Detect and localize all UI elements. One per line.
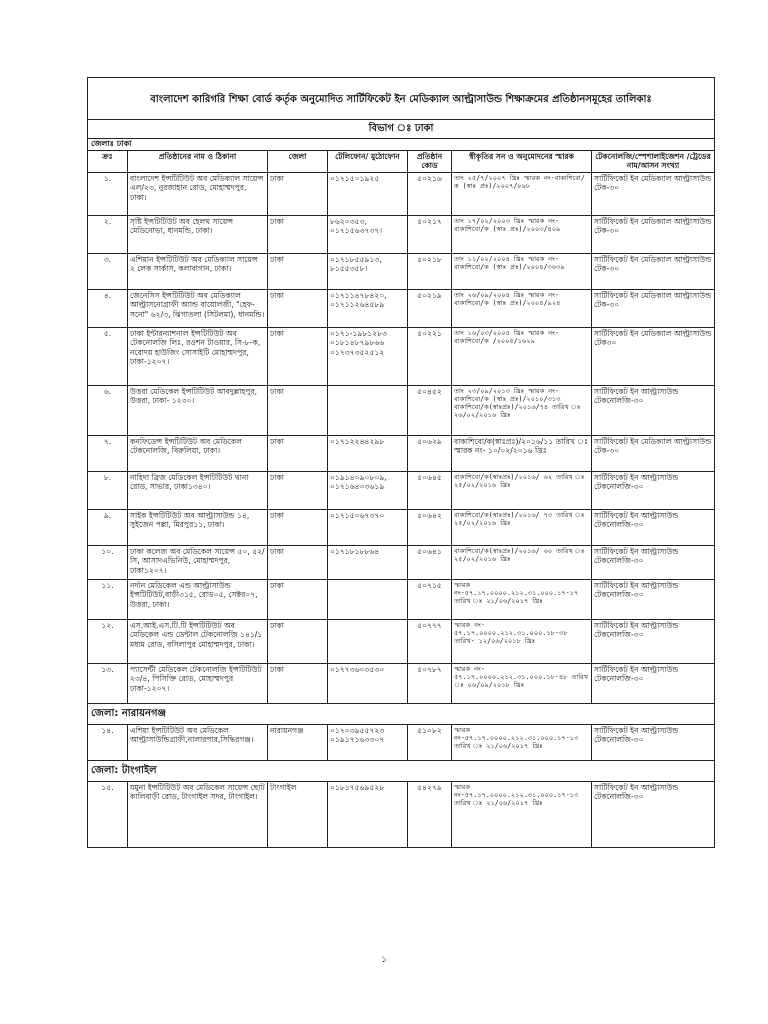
row-serial: ৭. (88, 435, 128, 471)
row-serial: ১৩. (88, 663, 128, 703)
row-district: টাংগাইল (268, 781, 328, 847)
row-name: যমুনা ইন্সটিটিউট অব মেডিকেল সায়েন্স ছোট কালিবাড়ী রোড, টাংগাইল সদর, টাংগাইল। (128, 781, 268, 847)
row-approval: স্মারক নং-৫৭.১৭.০০০০.২১২.৩১.০০০.১৭-১৩ তারিখ ঃ ২১/০৬/২০১৭ খ্রিঃ (452, 781, 592, 847)
institutes-table (87, 77, 715, 848)
header-technology: টেকনোলজি/স্পেশালাইজেশন /ট্রেডের নাম/আসন সংখ্যা (592, 151, 715, 173)
table-row (88, 172, 715, 215)
table-row (88, 471, 715, 509)
row-technology: সার্টিফিকেট ইন মেডিক্যাল আল্ট্রাসাউন্ড টেক৩০ (592, 327, 715, 385)
row-name: এশিয়ান ইন্সটিটিউট অব মেডিক্যাল সায়েন্স ২ লেক সার্কাস, কলাবাগান, ঢাকা। (128, 253, 268, 289)
row-phone: ০১৭০৩৯৫৫৭২৩ ০১৯১৭১৬৩৩০৭ (328, 724, 408, 760)
row-approval: তাং ২৬/০৯/২০০৪ খ্রিঃ স্মারক নং-বাকাশিবো/ক (স্বাঃ প্রঃ)/২০০৪/৯২৪ (452, 289, 592, 327)
row-code: ৫০৭১৫ (408, 579, 452, 619)
row-phone (328, 579, 408, 619)
row-phone: ০১৭১১৪৭৮৪২০, ০১৭১১২৬৪৫৮৯ (328, 289, 408, 327)
row-code: ৫০২২১ (408, 327, 452, 385)
row-code: ৫০২১৮ (408, 253, 452, 289)
table-row (88, 327, 715, 385)
district-heading-dhaka: জেলাঃ ঢাকা (88, 139, 715, 151)
row-approval: স্মারক নং-৫৭.১৭.০০০০.২১২.৩১.০০০.১৭-১৭ তারিখ ঃ ২১/০৬/২০১৭ খ্রিঃ (452, 579, 592, 619)
header-name: প্রতিষ্ঠানের নাম ও ঠিকানা (128, 151, 268, 173)
row-name: বাংলাদেশ ইন্সটিটিউট অব মেডিক্যাল সায়েন্স এল/২৩, নুরজাহান রোড, মোহাম্মদপুর, ঢাকা। (128, 172, 268, 215)
row-district: ঢাকা (268, 663, 328, 703)
row-name: কনফিডেন্স ইন্সটিটিউট অব মেডিকেল টেকনোলজি, বিরুলিয়া, ঢাকা। (128, 435, 268, 471)
row-code: ৫০৭৮৭ (408, 663, 452, 703)
row-phone: ০১৭১৫০৬৭৩৭০ (328, 509, 408, 545)
page-number: ১ (381, 955, 387, 965)
row-code: ৫১০৮২ (408, 724, 452, 760)
section-row (88, 760, 715, 781)
table-header-row (88, 151, 715, 173)
row-serial: ৬. (88, 385, 128, 435)
row-phone: ০১৯১৪০৯০৮০৯, ০১৭১৬৪০৩৬১৯ (328, 471, 408, 509)
table-row (88, 215, 715, 253)
row-serial: ৩. (88, 253, 128, 289)
row-district: ঢাকা (268, 215, 328, 253)
row-district: ঢাকা (268, 385, 328, 435)
row-name: সৃষ্টি ইন্সটিটিউট অব হেলথ সায়েন্স মেডিনোভা, ধানমন্ডি, ঢাকা। (128, 215, 268, 253)
table-row (88, 781, 715, 847)
header-district: জেলা (268, 151, 328, 173)
row-approval: তাং ২৩/০৯/২০১৩ খ্রিঃ স্মারক নং-বাকাশিবো/ক (স্বাঃ প্রঃ)/২০১০/৩১৩ বাকাশিবো/ক(স্বাঃপ্রঃ)/২০১৬/৭৪ তারিখ ঃ ২৬/০২/২০১৬ খ্রিঃ (452, 385, 592, 435)
row-approval: স্মারক নং-৫৭.১৭.০০০০.২১২.৩১.০০০.১৭-১৩ তারিখ ঃ ২১/০৬/২০১৭ খ্রিঃ (452, 724, 592, 760)
row-code: ৫০৪৫২ (408, 385, 452, 435)
row-technology: সার্টিফিকেট ইন আল্ট্রাসাউন্ড টেকনোলজি-৩০ (592, 724, 715, 760)
table-row (88, 724, 715, 760)
document-title: বাংলাদেশ কারিগরি শিক্ষা বোর্ড কর্তৃক অনুমোদিত সার্টিফিকেট ইন মেডিক্যাল আল্ট্রাসাউন্ড শিক্ষাক্রমের প্রতিষ্ঠানসমূহের তালিকাঃ (88, 78, 715, 120)
row-code: ৫০২১৬ (408, 172, 452, 215)
row-phone: ০১৮১৭৫৬৯৫২৮ (328, 781, 408, 847)
row-name: প্যাসেন্টী মেডিকেল টেকনোলজি ইন্সটিটিউট ২৩/৪, পিসিক্তি রোড, মোহাম্মদপুর ঢাকা-১২০৭। (128, 663, 268, 703)
row-district: ঢাকা (268, 253, 328, 289)
table-row (88, 509, 715, 545)
section-row (88, 703, 715, 724)
table-row (88, 663, 715, 703)
row-approval: তাং ২৫/৭/২০০৭ খ্রিঃ স্মারক নং-বাকাশিবো/ক (স্বাঃ প্রঃ)/২০০৭/৮৯৮ (452, 172, 592, 215)
row-serial: ১২. (88, 619, 128, 663)
row-code: ৫০৬৪৫ (408, 471, 452, 509)
row-technology: সার্টিফিকেট ইন মেডিক্যাল আল্ট্রাসাউন্ড টেক-৩০ (592, 215, 715, 253)
row-name: এশিয়া ইন্সটিটিউট অব মেডিকেল আল্ট্রাসাউন্ডিগ্রাফী,নালারপার,সিদ্ধিরগঞ্জ। (128, 724, 268, 760)
row-name: উত্তরা মেডিকেল ইন্সটিটিউট আবদুল্লাহপুর, উত্তরা, ঢাকা- ১২৩০। (128, 385, 268, 435)
row-district: ঢাকা (268, 579, 328, 619)
row-name: ঢাকা ইন্টারন্যাশনাল ইন্সটিটিউট অব টেকনোলজি লিঃ, রওশন টাওয়ার, সি-৮-ক, নবোদয় হাউজিং সোসাইটি মোহাম্মদপুর, ঢাকা-১২০৭। (128, 327, 268, 385)
row-name: নাহিদা ব্রিজ মেডিকেল ইন্সটিটিউট থানা রোড, সাভার, ঢাকা১৩৪০। (128, 471, 268, 509)
row-approval: বাকাশিবো/ক(স্বাঃপ্রঃ)/২০১৬/ ৬০ তারিখ ঃ ২৫/০২/২০১৬ খ্রিঃ (452, 545, 592, 579)
row-code: ৫৪২৭৯ (408, 781, 452, 847)
row-technology: সার্টিফিকেট ইন মেডিক্যাল আল্ট্রাসাউন্ড টেক-৩০ (592, 172, 715, 215)
row-district: ঢাকা (268, 545, 328, 579)
district-heading-tangail: জেলা: টাংগাইল (88, 760, 715, 781)
header-phone: টেলিফোন/ মুঠোফোন (328, 151, 408, 173)
row-phone: ০১৭৭৩৬০৩৫৩০ (328, 663, 408, 703)
row-name: সাইক ইন্সটিটিউট অব আল্ট্রাসাউন্ড ১৪, সুইজেন পল্লা, মিরপুর১১, ঢাকা। (128, 509, 268, 545)
table-row (88, 619, 715, 663)
row-technology: সার্টিফিকেট ইন আল্ট্রাসাউন্ড টেকনোলজি-৩০ (592, 619, 715, 663)
table-row (88, 253, 715, 289)
row-serial: ১৫. (88, 781, 128, 847)
row-code: ৫০৭৭৭ (408, 619, 452, 663)
row-technology: সার্টিফিকেট ইন মেডিক্যাল আল্ট্রাসাউন্ড টেক-৩০ (592, 289, 715, 327)
row-phone: ০১৭১২২৪৪২৯৮ (328, 435, 408, 471)
row-phone: ০১৭১-১৯৮১২৮৩ ০১৮১৪৮৭৯৮৬৬ ০১৭৩৭৩৫২৫১২ (328, 327, 408, 385)
row-serial: ১. (88, 172, 128, 215)
row-approval: তাং ১৬/০৩/২০০৫ খ্রিঃ স্মারক নং-বাকাশিবো/ক /২০০৫/১৬২৯ (452, 327, 592, 385)
row-phone: ৮৬২০৩৫৩, ০১৭১৫৬৩৭৩৭। (328, 215, 408, 253)
row-name: নর্দান মেডিকেল এন্ড আল্ট্রাসাউন্ড ইন্সটিটিউট,বাড়ী৩১৫, রোড০৫, সেক্টর০৭, উত্তরা, ঢাকা। (128, 579, 268, 619)
row-technology: সার্টিফিকেট ইন আল্ট্রাসাউন্ড টেকনোলজি-৩০ (592, 545, 715, 579)
row-technology: সার্টিফিকেট ইন আল্ট্রাসাউন্ড টেকনোলজি-৩০ (592, 385, 715, 435)
row-approval: তাং ১৭/০২/২০০৩ খ্রিঃ স্মারক নং-বাকাশিবো/ক (স্বাঃ প্রঃ)/২০০৩/৪০৯ (452, 215, 592, 253)
row-technology: সার্টিফিকেট ইন মেডিক্যাল আল্ট্রাসাউন্ড টেক-৩০ (592, 435, 715, 471)
row-approval: বাকাশিবো/ক(স্বাঃপ্রঃ)/২০১৬/১১ তারিখ ঃ স্মারক নং- ১০/০২/২০১৬ খ্রিঃ (452, 435, 592, 471)
district-heading-narayanganj: জেলা: নারায়নগঞ্জ (88, 703, 715, 724)
row-serial: ১১. (88, 579, 128, 619)
row-serial: ১৪. (88, 724, 128, 760)
row-serial: ৮. (88, 471, 128, 509)
row-approval: বাকাশিবো/ক(স্বাঃপ্রঃ)/২০১৬/ ৭৩ তারিখ ঃ ২৫/০২/২০১৬ খ্রিঃ (452, 509, 592, 545)
row-phone: ০১৭১৫০১৯২৫ (328, 172, 408, 215)
table-row (88, 385, 715, 435)
table-row (88, 545, 715, 579)
row-technology: সার্টিফিকেট ইন মেডিক্যাল আল্ট্রাসাউন্ড টেক-৩০ (592, 253, 715, 289)
row-approval: স্মারক নং- ৫৭.১৭.০০০০.২১২.৩১.০০০.১৮-৩৮ তারিখ- ১২/০৬/২০১৮ খ্রিঃ (452, 619, 592, 663)
header-code: প্রতিষ্ঠান কোড (408, 151, 452, 173)
table-row (88, 579, 715, 619)
row-code: ৫০২১৯ (408, 289, 452, 327)
row-code: ৫০২১৭ (408, 215, 452, 253)
row-name: এস.আই.এস.টি.টি ইন্সটিটিউট অব মেডিকেল এন্ড ডেন্টাল টেকনোলজি ১৪১/১ মধ্যম রোড, বসিলাপুর মোহাম্মদপুর, ঢাকা। (128, 619, 268, 663)
row-approval: বাকাশিবো/ক(স্বাঃপ্রঃ)/২০১৬/ ৬২ তারিখ ঃ ২৫/০২/২০১৬ খ্রিঃ (452, 471, 592, 509)
row-district: ঢাকা (268, 172, 328, 215)
row-serial: ৫. (88, 327, 128, 385)
row-serial: ১০. (88, 545, 128, 579)
row-phone: ০১৭১৮১৮৮৬৪ (328, 545, 408, 579)
row-code: ৫০৬২৯ (408, 435, 452, 471)
row-name: ঢাকা কলেজ অব মেডিকেল সায়েন্স ৫০, ৫২/সি, আসাদএভিনিউ, মোহাম্মদপুর, ঢাকা১২০৭। (128, 545, 268, 579)
document-sheet (87, 77, 714, 848)
row-technology: সার্টিফিকেট ইন আল্ট্রাসাউন্ড টেকনোলজি-৩০ (592, 509, 715, 545)
row-phone (328, 619, 408, 663)
row-district: ঢাকা (268, 471, 328, 509)
table-row (88, 435, 715, 471)
header-serial: ক্রঃ (88, 151, 128, 173)
row-technology: সার্টিফিকেট ইন আল্ট্রাসাউন্ড টেকনোলজি-৩০ (592, 781, 715, 847)
header-approval: স্বীকৃতির সন ও অনুমোদনের স্মারক (452, 151, 592, 173)
row-technology: সার্টিফিকেট ইন আল্ট্রাসাউন্ড টেকনোলজি-৩০ (592, 663, 715, 703)
row-approval: স্মারক নং- ৫৭.১৭.০০০০.২১২.৩১.০০০.১৮-৪৮ তারিখ ঃ ০৬/০৯/২০১৮ খ্রিঃ (452, 663, 592, 703)
row-serial: ২. (88, 215, 128, 253)
row-serial: ৯. (88, 509, 128, 545)
row-district: ঢাকা (268, 289, 328, 327)
row-phone: ০১৭১৮৫৫৯১৩, ৮১৫৫৩৫৮। (328, 253, 408, 289)
row-name: জেনেসিস ইন্সটিটিউট অব মেডিক্যাল আল্ট্রাসনোগ্রাফী অ্যান্ড বায়োলজী, "হেফ-সনো" ৬২/৩, ঝিগাতলা (সিটলমা), ধানমন্ডি। (128, 289, 268, 327)
row-serial: ৪. (88, 289, 128, 327)
row-district: ঢাকা (268, 435, 328, 471)
row-district: ঢাকা (268, 619, 328, 663)
row-technology: সার্টিফিকেট ইন আল্ট্রাসাউন্ড টেকনোলজি-৩০ (592, 471, 715, 509)
row-code: ৫০৬৪১ (408, 545, 452, 579)
row-phone (328, 385, 408, 435)
table-row (88, 289, 715, 327)
row-approval: তাং ১১/০২/২০০৪ খ্রিঃ স্মারক নং-বাকাশিবো/ক (স্বাঃ প্রঃ)/২০০৪/৩৬৩৯ (452, 253, 592, 289)
division-heading: বিভাগ ঃ ঢাকা (88, 120, 715, 139)
row-district: ঢাকা (268, 509, 328, 545)
row-district: নারায়নগঞ্জ (268, 724, 328, 760)
row-district: ঢাকা (268, 327, 328, 385)
row-code: ৫০৬৪২ (408, 509, 452, 545)
row-technology: সার্টিফিকেট ইন আল্ট্রাসাউন্ড টেকনোলজি-৩০ (592, 579, 715, 619)
